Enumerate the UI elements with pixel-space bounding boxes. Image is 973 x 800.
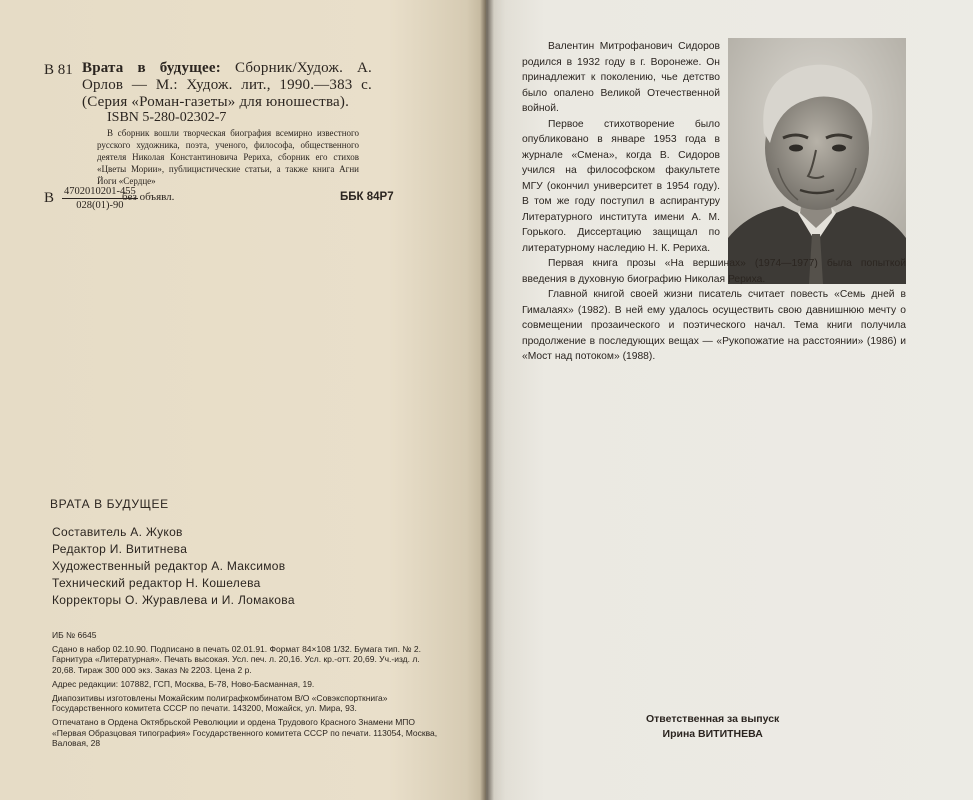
code-numerator: 4702010201-455 [64,186,136,197]
bio-narrow-column [522,39,720,256]
bio-paragraph: Первая книга прозы «На вершинах» (1974—1977) была попыткой введения в духовную биографию Николая Рериха. [522,258,906,285]
biblio-details: Сборник/Худож. А. Орлов — М.: Худож. лит., 1990.—383 с. (Серия «Роман-газеты» для юношества). [82,60,372,110]
credit-line: Составитель А. Жуков [52,525,183,539]
bio-paragraph: Валентин Митрофанович Сидоров родился в 1932 году в г. Воронеже. Он принадлежит к поколению, чье детство было опалено Великой Отечественной войной. [522,41,720,114]
credits-list [52,524,295,609]
bio-paragraph: Главной книгой своей жизни писатель считает повесть «Семь дней в Гималаях» (1982). В ней ему удалось осуществить свою давнишнюю мечту о совмещении прозаического и поэтического начал. Тема книги получила продолжение в последующих вещах — «Рукопожатие на расстоянии» (1986) и «Мост над потоком» (1988). [522,289,906,362]
no-announcement: без объявл. [122,191,175,203]
bbk-index: ББК 84Р7 [340,191,394,203]
bio-paragraph: Первое стихотворение было опубликовано в январе 1953 года в журнале «Смена», когда В. Сидоров учился на философском факультете МГУ (окончил университет в 1954 году). В том же году поступил в аспирантуру Литературного института имени А. М. Горького. Диссертацию защищал по литературному наследию Н. К. Рериха. [522,118,720,254]
bibliographic-record [82,60,372,111]
imprint-block [52,630,444,752]
author-biography [522,39,906,365]
book-title: ВРАТА В БУДУЩЕЕ [50,497,169,511]
imprint-line: ИБ № 6645 [52,630,97,640]
responsible-person [646,712,779,742]
credit-line: Корректоры О. Журавлева и И. Ломакова [52,593,295,607]
credit-line: Технический редактор Н. Кошелева [52,576,261,590]
imprint-line: Сдано в набор 02.10.90. Подписано в печать 02.01.91. Формат 84×108 1/32. Бумага тип. № 2. Гарнитура «Литературная». Печать высокая. Усл. печ. л. 20,16. Усл. кр.-отт. 20,69. Уч.-изд. л. 20,68. Тираж 300 000 экз. Заказ № 2203. Цена 2 р. [52,644,421,675]
book-gutter [480,0,494,800]
responsible-name: Ирина ВИТИТНЕВА [662,728,763,740]
responsible-label: Ответственная за выпуск [646,713,780,725]
credit-line: Художественный редактор А. Максимов [52,559,286,573]
annotation: В сборник вошли творческая биография всемирно известного русского художника, поэта, ученого, философа, общественного деятеля Николая Константиновича Рериха, сборник его стихов «Цветы Мории», публицистические статьи, а также книга Агни Йоги «Сердце» [97,128,359,186]
catalog-number: В 81 [44,62,73,78]
imprint-line: Отпечатано в Ордена Октябрьской Революции и ордена Трудового Красного Знамени МПО «Первая Образцовая типография» Государственного комитета СССР по печати. 113054, Москва, Валовая, 28 [52,717,438,748]
imprint-line: Диапозитивы изготовлены Можайским полиграфкомбинатом В/О «Совэкспорткнига» Государственного комитета СССР по печати. 143200, Можайск, ул. Мира, 93. [52,693,388,714]
class-letter: В [44,190,55,206]
credit-line: Редактор И. Вититнева [52,542,188,556]
left-page [0,0,486,800]
imprint-line: Адрес редакции: 107882, ГСП, Москва, Б-78, Ново-Басманная, 19. [52,678,315,689]
isbn: ISBN 5-280-02302-7 [107,110,227,125]
biblio-title: Врата в будущее: [82,60,221,76]
code-denominator: 028(01)-90 [76,200,124,211]
